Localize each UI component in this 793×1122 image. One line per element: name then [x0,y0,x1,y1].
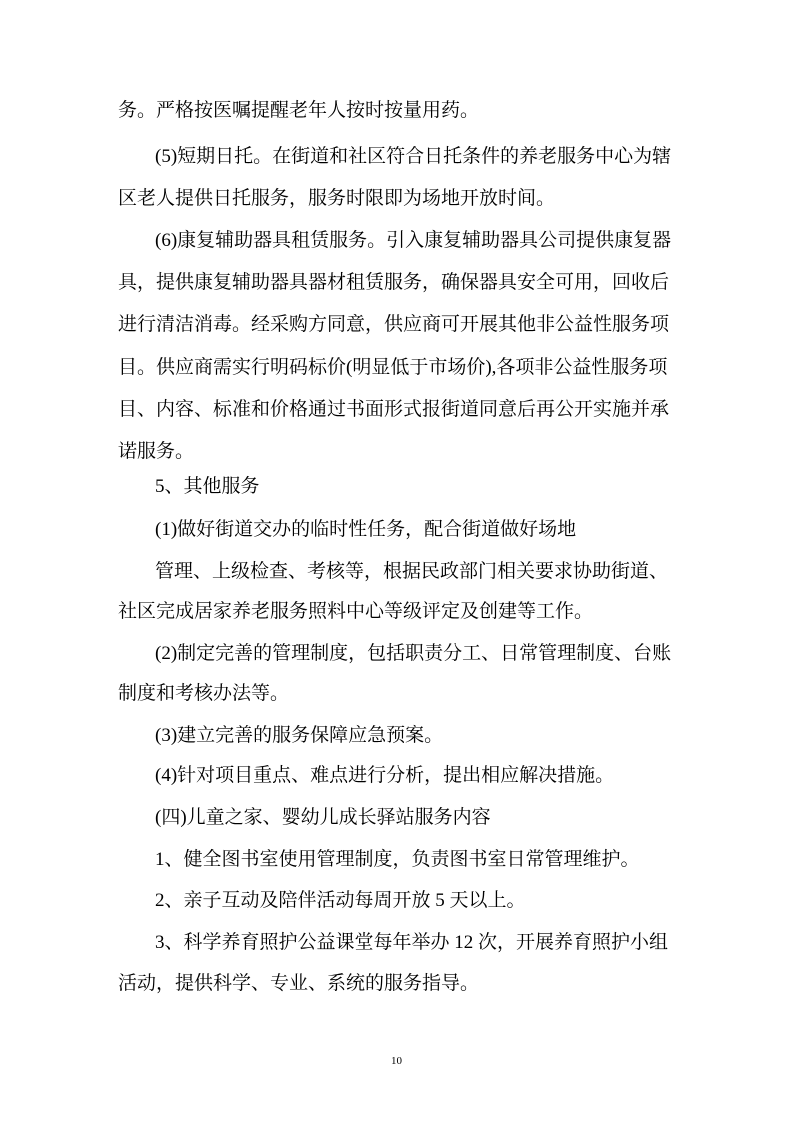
text-line: 目。供应商需实行明码标价(明显低于市场价),各项非公益性服务项 [118,357,668,378]
text-line: 1、健全图书室使用管理制度，负责图书室日常管理维护。 [155,849,640,870]
text-line: (6)康复辅助器具租赁服务。引入康复辅助器具公司提供康复器 [155,230,672,251]
text-line: (2)制定完善的管理制度，包括职责分工、日常管理制度、台账 [155,643,672,664]
text-line: (四)儿童之家、婴幼儿成长驿站服务内容 [155,807,491,828]
text-line: 活动，提供科学、专业、系统的服务指导。 [118,973,480,994]
text-line: 5、其他服务 [155,476,260,497]
text-line: (5)短期日托。在街道和社区符合日托条件的养老服务中心为辖 [155,146,672,167]
text-line: 2、亲子互动及陪伴活动每周开放 5 天以上。 [155,890,526,911]
text-line: (3)建立完善的服务保障应急预案。 [155,725,444,746]
page-number: 10 [391,1055,402,1067]
text-line: (1)做好街道交办的临时性任务，配合街道做好场地 [155,519,577,540]
text-line: 区老人提供日托服务，服务时限即为场地开放时间。 [118,188,556,209]
text-line: 务。严格按医嘱提醒老年人按时按量用药。 [118,100,480,121]
text-line: 制度和考核办法等。 [118,683,290,704]
text-line: 诺服务。 [118,441,195,462]
text-line: (4)针对项目重点、难点进行分析，提出相应解决措施。 [155,765,615,786]
text-line: 目、内容、标准和价格通过书面形式报街道同意后再公开实施并承 [118,399,670,420]
text-line: 具，提供康复辅助器具器材租赁服务，确保器具安全可用，回收后 [118,272,670,293]
text-line: 3、科学养育照护公益课堂每年举办 12 次，开展养育照护小组 [155,932,669,953]
text-line: 进行清洁消毒。经采购方同意，供应商可开展其他非公益性服务项 [118,314,670,335]
text-line: 管理、上级检查、考核等，根据民政部门相关要求协助街道、 [155,561,669,582]
text-line: 社区完成居家养老服务照料中心等级评定及创建等工作。 [118,601,594,622]
